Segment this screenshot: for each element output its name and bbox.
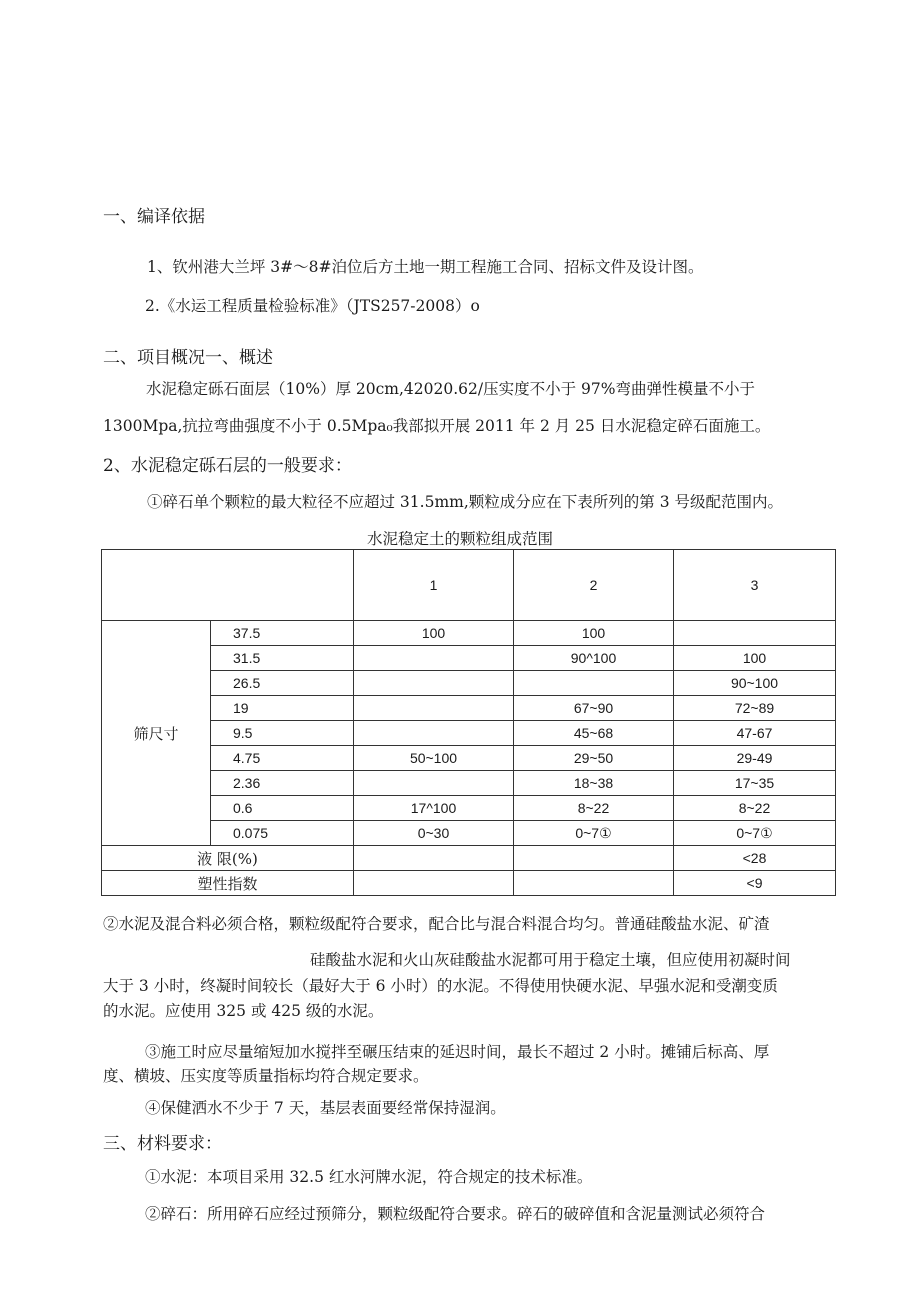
grade-3-value: 29-49 [674, 746, 836, 771]
table-row [102, 771, 836, 796]
table-row [102, 796, 836, 821]
sieve-size: 9.5 [211, 721, 354, 746]
sieve-size: 2.36 [211, 771, 354, 796]
requirement-2-line-3: 大于 3 小时，终凝时间较长（最好大于 6 小时）的水泥。不得使用快硬水泥、早强水泥和受潮变质 [103, 977, 778, 995]
table-row [102, 746, 836, 771]
material-gravel: ②碎石：所用碎石应经过预筛分，颗粒级配符合要求。碎石的破碎值和含泥量测试必须符合 [145, 1205, 766, 1223]
grade-3-value: <9 [674, 871, 836, 896]
sieve-size: 4.75 [211, 746, 354, 771]
grade-1-value [354, 721, 514, 746]
section-2-title: 二、项目概况一、概述 [103, 348, 273, 368]
basis-item-1: 1、钦州港大兰坪 3#～8#泊位后方土地一期工程施工合同、招标文件及设计图。 [147, 258, 704, 276]
header-grade-1: 1 [354, 550, 514, 621]
requirement-2-line-4: 的水泥。应使用 325 或 425 级的水泥。 [103, 1002, 384, 1020]
sieve-size: 0.075 [211, 821, 354, 846]
grade-2-value: 90^100 [514, 646, 674, 671]
requirement-2-line-1: ②水泥及混合料必须合格，颗粒级配符合要求，配合比与混合料混合均匀。普通硅酸盐水泥、矿渣 [103, 915, 770, 933]
sieve-size: 31.5 [211, 646, 354, 671]
grade-2-value [514, 671, 674, 696]
header-grade-3: 3 [674, 550, 836, 621]
table-row [102, 671, 836, 696]
table-caption: 水泥稳定土的颗粒组成范围 [366, 530, 553, 548]
material-cement: ①水泥：本项目采用 32.5 红水河牌水泥，符合规定的技术标准。 [145, 1168, 593, 1186]
grade-2-value: 18~38 [514, 771, 674, 796]
grade-1-value: 100 [354, 621, 514, 646]
gradation-table [101, 549, 836, 896]
grade-1-value [354, 671, 514, 696]
requirement-3-line-1: ③施工时应尽量缩短加水搅拌至碾压结束的延迟时间，最长不超过 2 小时。摊铺后标高、厚 [145, 1043, 770, 1061]
liquid-limit-label: 液 限(%) [102, 846, 354, 871]
section-3-title: 三、材料要求： [103, 1134, 222, 1154]
grade-2-value: 0~7① [514, 821, 674, 846]
table-row-plasticity [102, 871, 836, 896]
grade-3-value: 72~89 [674, 696, 836, 721]
header-grade-2: 2 [514, 550, 674, 621]
plasticity-index-label: 塑性指数 [102, 871, 354, 896]
table-row [102, 821, 836, 846]
overview-line-1: 水泥稳定砾石面层（10%）厚 20cm,42020.62/压实度不小于 97%弯曲弹性模量不小于 [146, 380, 755, 398]
grade-1-value: 50~100 [354, 746, 514, 771]
grade-3-value: 0~7① [674, 821, 836, 846]
requirement-4: ④保健洒水不少于 7 天，基层表面要经常保持湿润。 [145, 1099, 506, 1117]
grade-3-value: 17~35 [674, 771, 836, 796]
grade-3-value: 8~22 [674, 796, 836, 821]
requirement-1: ①碎石单个颗粒的最大粒径不应超过 31.5mm,颗粒成分应在下表所列的第 3 号级配范围内。 [147, 493, 783, 511]
grade-1-value [354, 646, 514, 671]
table-header-row [102, 550, 836, 621]
requirement-3-line-2: 度、横坡、压实度等质量指标均符合规定要求。 [103, 1067, 429, 1085]
grade-1-value [354, 771, 514, 796]
grade-2-value: 8~22 [514, 796, 674, 821]
basis-item-2: 2.《水运工程质量检验标准》（JTS257-2008）o [145, 297, 480, 315]
table-row-liquid-limit [102, 846, 836, 871]
grade-3-value: 47-67 [674, 721, 836, 746]
sieve-size: 26.5 [211, 671, 354, 696]
sieve-size: 37.5 [211, 621, 354, 646]
grade-3-value: <28 [674, 846, 836, 871]
grade-2-value: 67~90 [514, 696, 674, 721]
grade-1-value [354, 846, 514, 871]
grade-3-value: 90~100 [674, 671, 836, 696]
sieve-size: 19 [211, 696, 354, 721]
table-row [102, 721, 836, 746]
table-row [102, 696, 836, 721]
grade-2-value: 100 [514, 621, 674, 646]
section-1-title: 一、编译依据 [103, 207, 205, 227]
grade-3-value [674, 621, 836, 646]
sieve-size: 0.6 [211, 796, 354, 821]
header-corner-cell [102, 550, 354, 621]
overview-line-2: 1300Mpa,抗拉弯曲强度不小于 0.5Mpa₀我部拟开展 2011 年 2 月 25 日水泥稳定碎石面施工。 [103, 417, 771, 435]
grade-2-value [514, 846, 674, 871]
requirement-2-line-2: 硅酸盐水泥和火山灰硅酸盐水泥都可用于稳定土壤，但应使用初凝时间 [310, 951, 791, 969]
grade-1-value: 0~30 [354, 821, 514, 846]
table-row [102, 621, 836, 646]
grade-1-value: 17^100 [354, 796, 514, 821]
table-row [102, 646, 836, 671]
grade-2-value: 45~68 [514, 721, 674, 746]
grade-1-value [354, 871, 514, 896]
grade-1-value [354, 696, 514, 721]
grade-2-value [514, 871, 674, 896]
general-requirements-title: 2、水泥稳定砾石层的一般要求： [103, 456, 352, 476]
sieve-size-label: 筛尺寸 [102, 621, 211, 846]
grade-2-value: 29~50 [514, 746, 674, 771]
grade-3-value: 100 [674, 646, 836, 671]
